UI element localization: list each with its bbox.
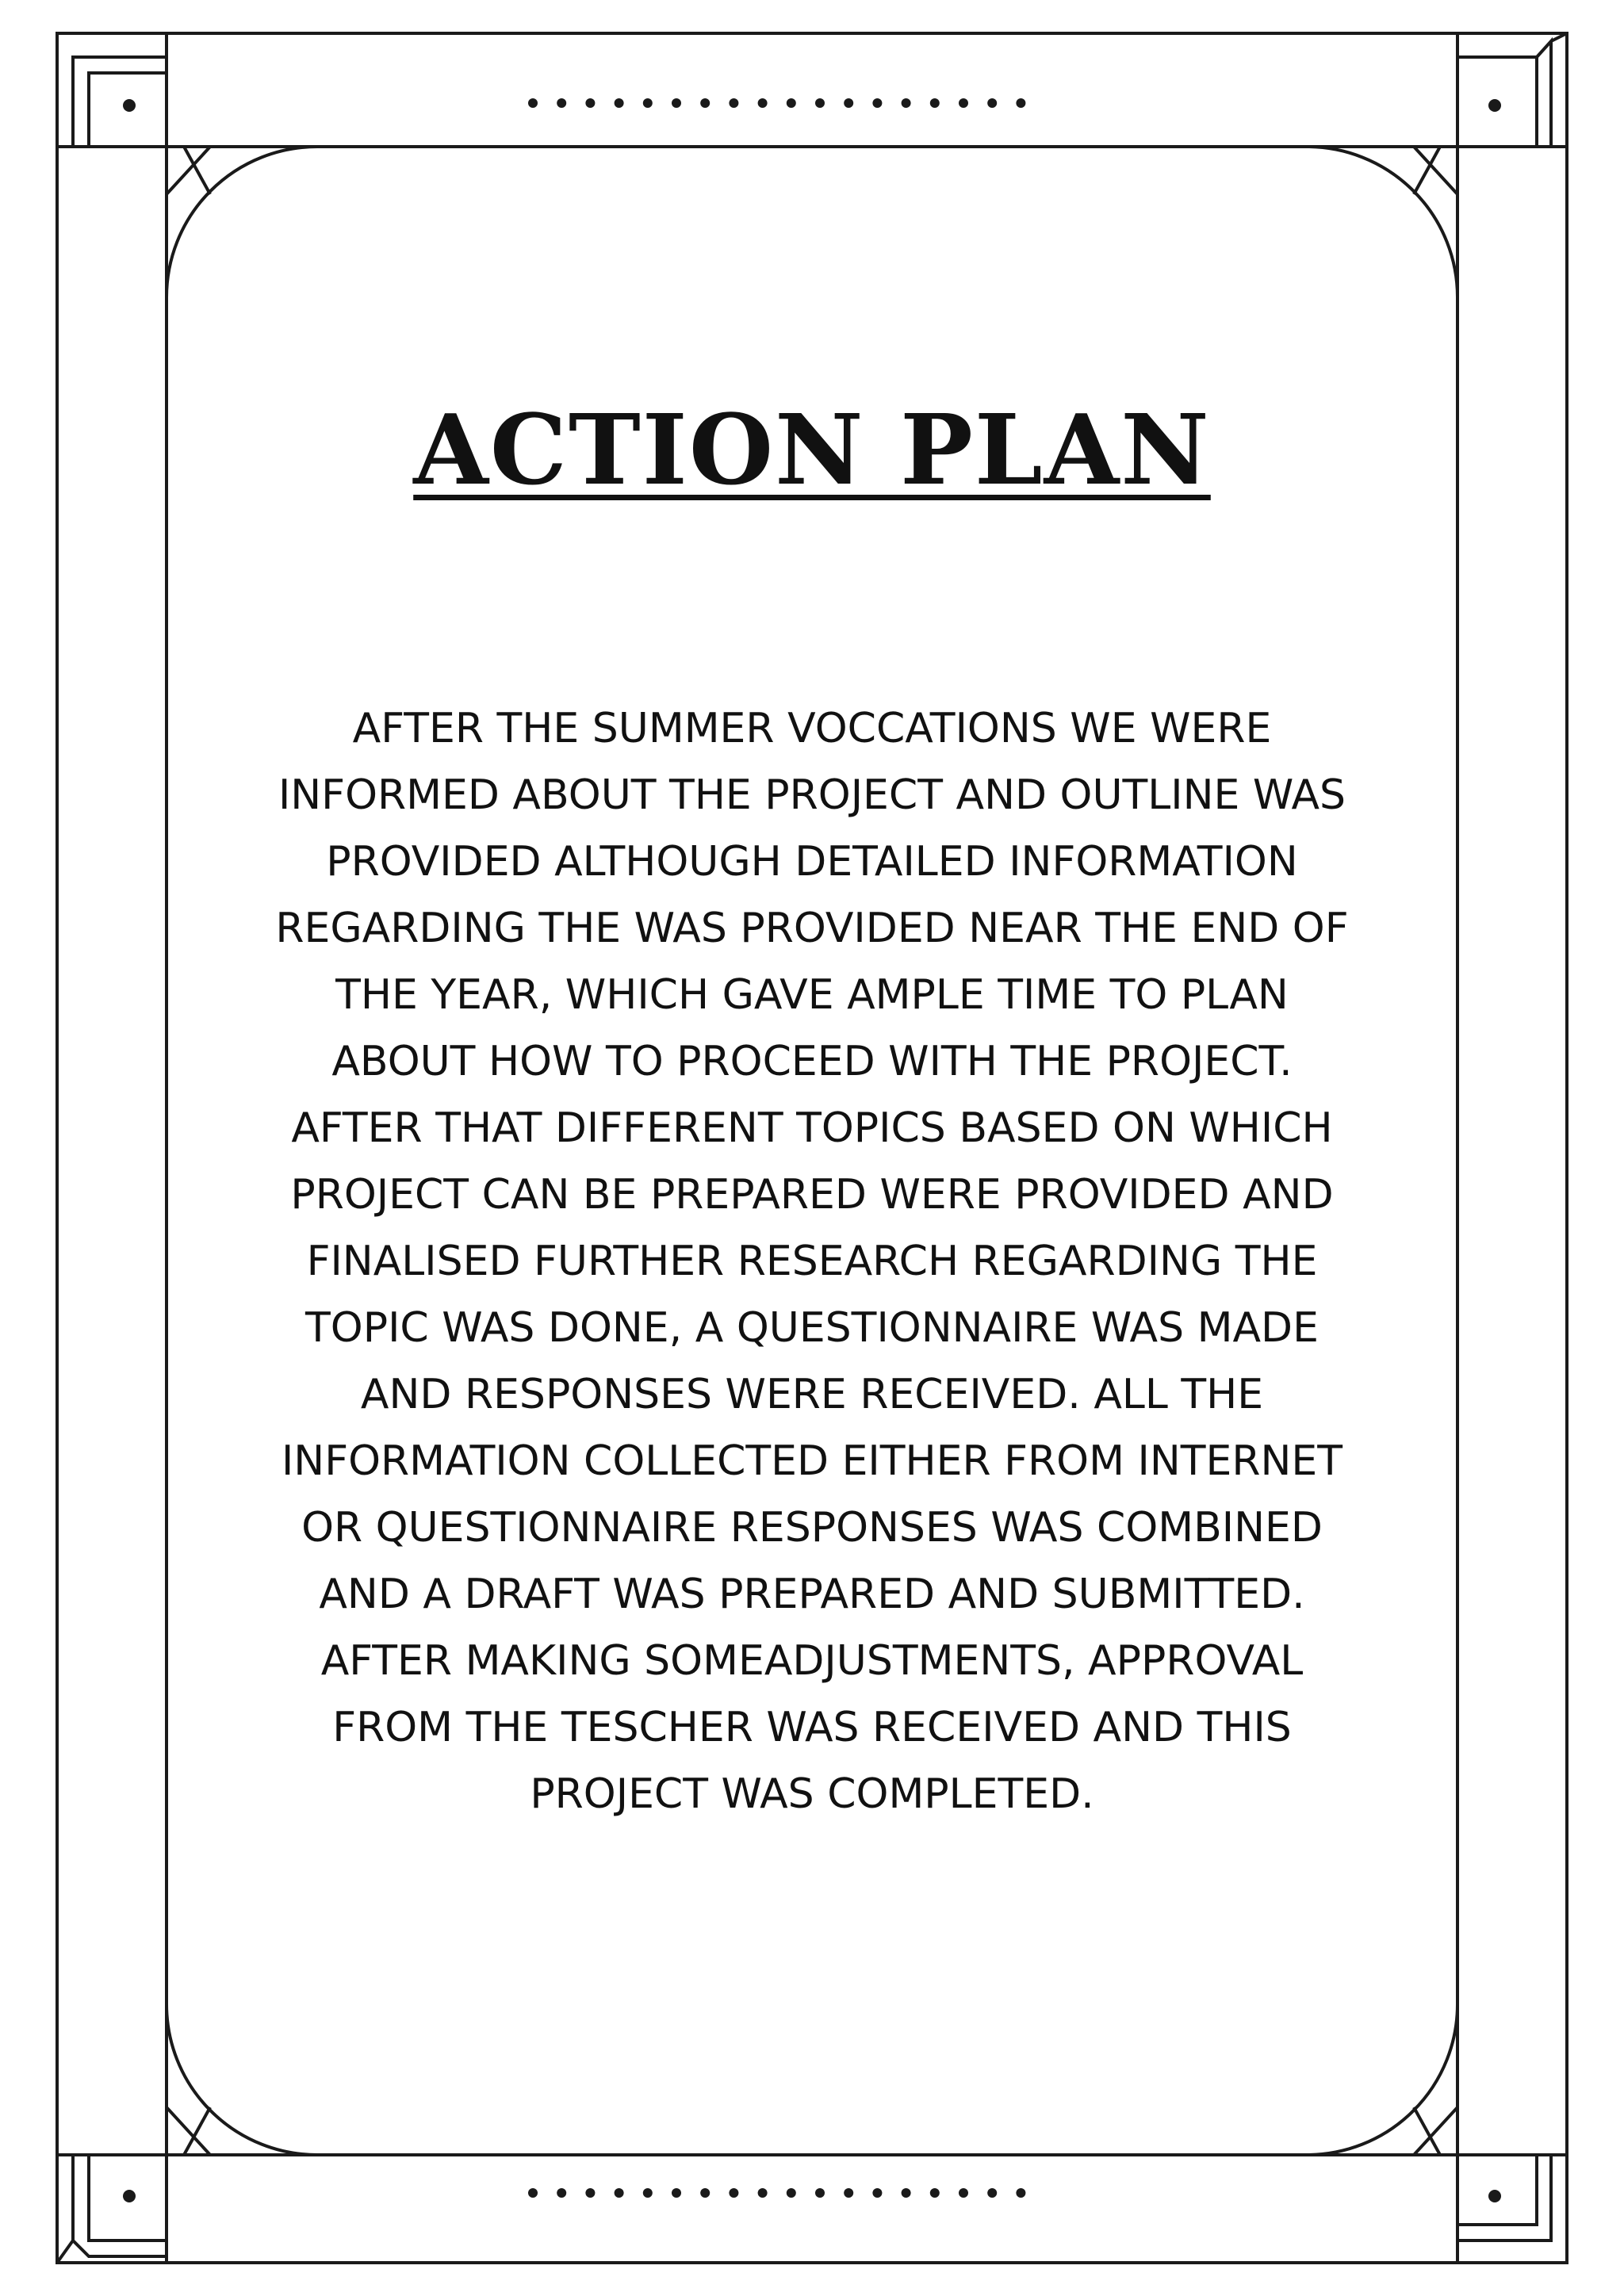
decorative-dot (844, 98, 853, 108)
decorative-dot (643, 98, 653, 108)
top-dot-row (528, 98, 1025, 108)
decorative-dot (557, 2188, 566, 2198)
decorative-dot (872, 98, 882, 108)
decorative-dot (902, 98, 911, 108)
decorative-dot (987, 2188, 997, 2198)
bottom-dot-row (528, 2188, 1025, 2198)
decorative-dot (528, 98, 538, 108)
decorative-dot (615, 98, 624, 108)
decorative-dot (815, 98, 825, 108)
decorative-dot (959, 98, 968, 108)
decorative-dot (729, 2188, 738, 2198)
decorative-dot (844, 2188, 853, 2198)
decorative-dot (787, 98, 796, 108)
corner-dot (1488, 2190, 1501, 2202)
decorative-dot (1016, 98, 1025, 108)
decorative-dot (585, 98, 595, 108)
corner-dot (1488, 99, 1501, 112)
decorative-dot (585, 2188, 595, 2198)
decorative-dot (672, 2188, 681, 2198)
decorative-dot (872, 2188, 882, 2198)
decorative-dot (528, 2188, 538, 2198)
decorative-dot (902, 2188, 911, 2198)
decorative-dot (787, 2188, 796, 2198)
decorative-dot (615, 2188, 624, 2198)
decorative-dot (815, 2188, 825, 2198)
corner-dot (123, 2190, 136, 2202)
decorative-dot (930, 98, 940, 108)
decorative-dot (729, 98, 738, 108)
decorative-dot (700, 98, 710, 108)
decorative-dot (1016, 2188, 1025, 2198)
body-paragraph: AFTER THE SUMMER VOCCATIONS WE WERE INFORMED ABOUT THE PROJECT AND OUTLINE WAS PROVIDED ALTHOUGH DETAILED INFORMATION REGARDING THE WAS PROVIDED NEAR THE END OF THE YEAR, WHICH GAVE AMPLE TIME TO PLAN ABOUT HOW TO PROCEED WITH THE PROJECT. AFTER THAT DIFFERENT TOPICS BASED ON WHICH PROJECT CAN BE PREPARED WERE PROVIDED AND FINALISED FURTHER RESEARCH REGARDING THE TOPIC WAS DONE, A QUESTIONNAIRE WAS MADE AND RESPONSES WERE RECEIVED. ALL THE INFORMATION COLLECTED EITHER FROM INTERNET OR QUESTIONNAIRE RESPONSES WAS COMBINED AND A DRAFT WAS PREPARED AND SUBMITTED. AFTER MAKING SOMEADJUSTMENTS, APPROVAL FROM THE TESCHER WAS RECEIVED AND THIS PROJECT WAS COMPLETED. (275, 705, 1349, 1818)
decorative-dot (930, 2188, 940, 2198)
decorative-dot (643, 2188, 653, 2198)
decorative-dot (758, 98, 768, 108)
decorative-dot (987, 98, 997, 108)
decorative-dot (758, 2188, 768, 2198)
corner-dot (123, 99, 136, 112)
page-title (0, 392, 1624, 507)
decorative-dot (700, 2188, 710, 2198)
decorative-dot (959, 2188, 968, 2198)
decorative-dot (672, 98, 681, 108)
decorative-dot (557, 98, 566, 108)
page-title-text: ACTION PLAN (413, 392, 1211, 507)
